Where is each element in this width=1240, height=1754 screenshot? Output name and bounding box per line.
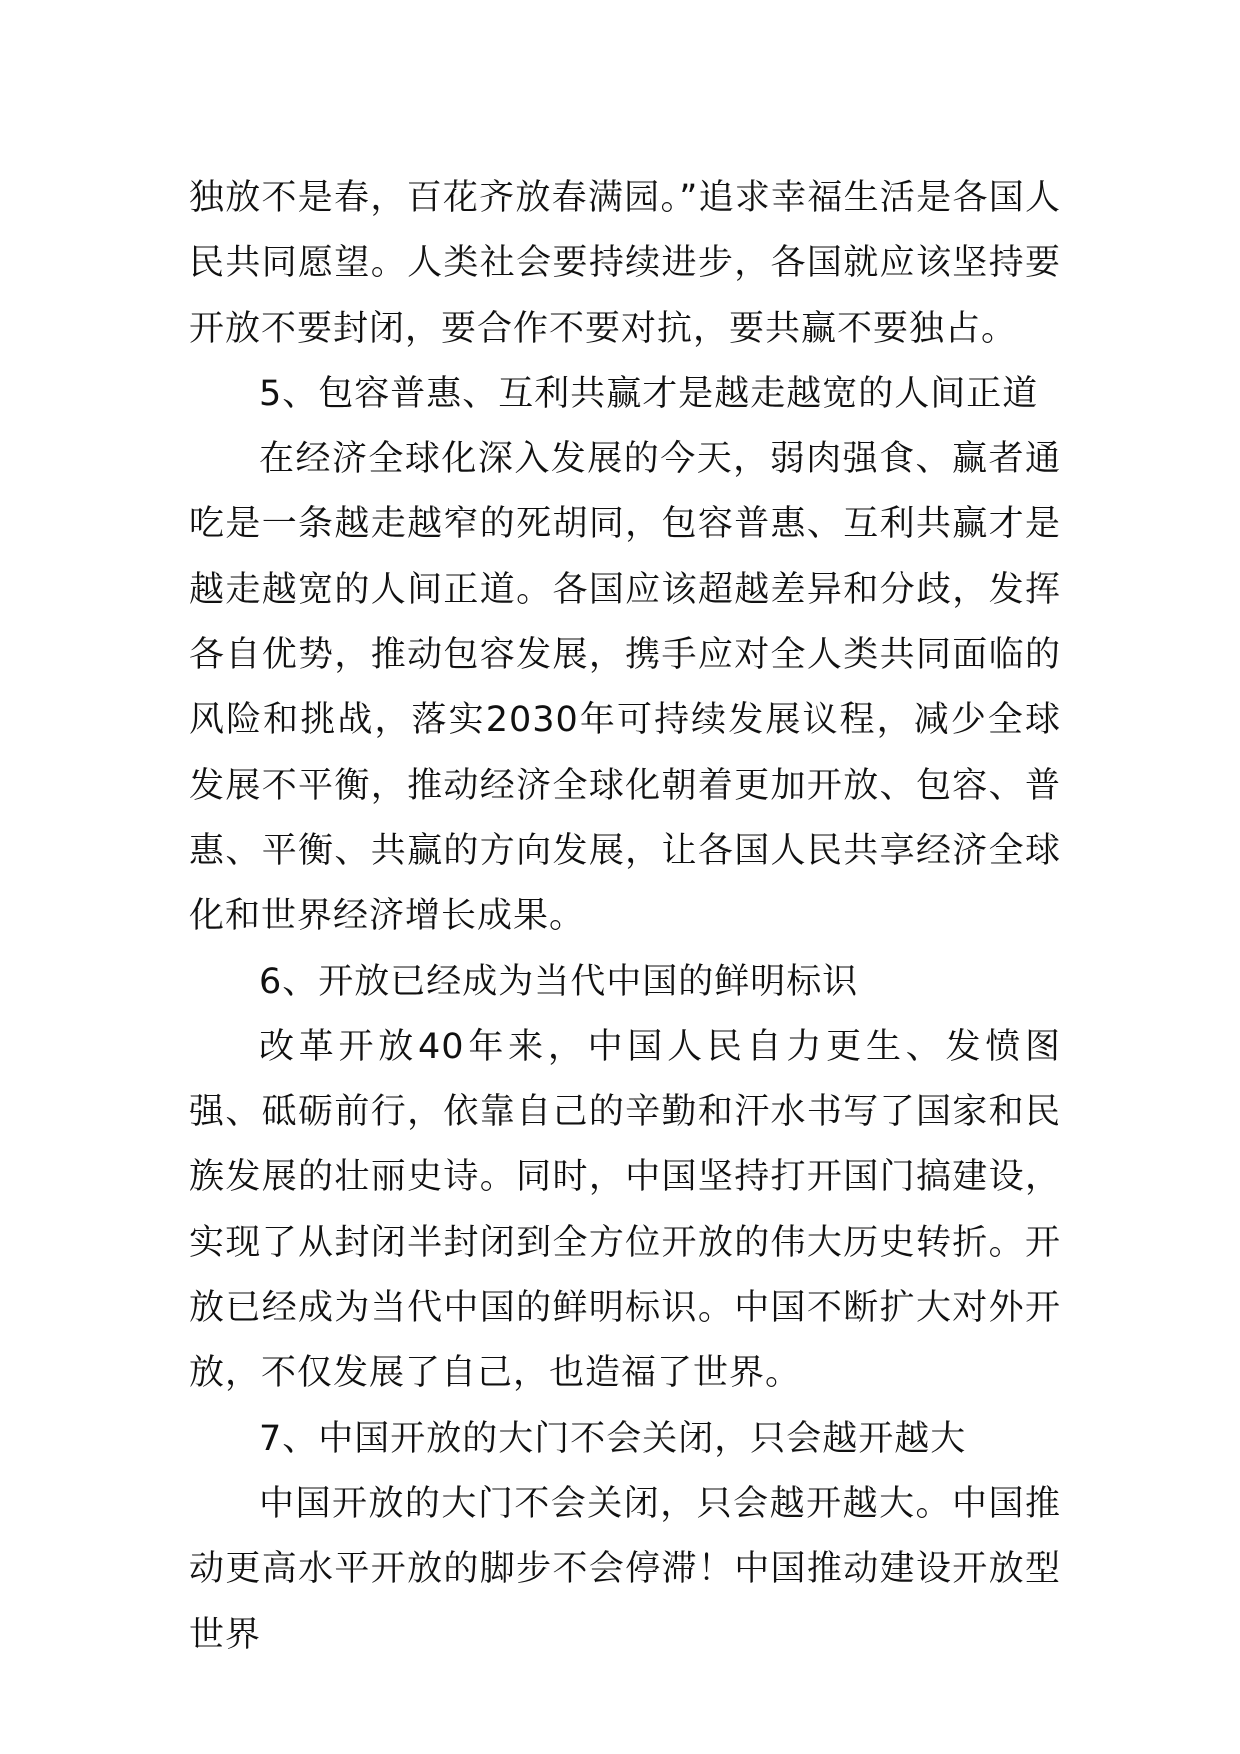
- paragraph-continued: 独放不是春，百花齐放春满园。”追求幸福生活是各国人民共同愿望。人类社会要持续进步，各国就应该坚持要开放不要封闭，要合作不要对抗，要共赢不要独占。: [189, 178, 1061, 349]
- paragraph-section-5: 在经济全球化深入发展的今天，弱肉强食、赢者通吃是一条越走越窄的死胡同，包容普惠、互利共赢才是越走越宽的人间正道。各国应该超越差异和分歧，发挥各自优势，推动包容发展，携手应对全人类共同面临的风险和挑战，落实2030年可持续发展议程，减少全球发展不平衡，推动经济全球化朝着更加开放、包容、普惠、平衡、共赢的方向发展，让各国人民共享经济全球化和世界经济增长成果。: [189, 439, 1061, 937]
- section-heading-7: 7、中国开放的大门不会关闭，只会越开越大: [259, 1418, 967, 1459]
- paragraph-section-6: 改革开放40年来，中国人民自力更生、发愤图强、砥砺前行，依靠自己的辛勤和汗水书写了国家和民族发展的壮丽史诗。同时，中国坚持打开国门搞建设，实现了从封闭半封闭到全方位开放的伟大历史转折。开放已经成为当代中国的鲜明标识。中国不断扩大对外开放，不仅发展了自己，也造福了世界。: [189, 1026, 1061, 1394]
- document-body: [189, 166, 1061, 1668]
- paragraph-section-7: 中国开放的大门不会关闭，只会越开越大。中国推动更高水平开放的脚步不会停滞！中国推动建设开放型世界: [189, 1483, 1061, 1655]
- section-heading-5: 5、包容普惠、互利共赢才是越走越宽的人间正道: [259, 373, 1039, 414]
- section-heading-6: 6、开放已经成为当代中国的鲜明标识: [259, 961, 859, 1002]
